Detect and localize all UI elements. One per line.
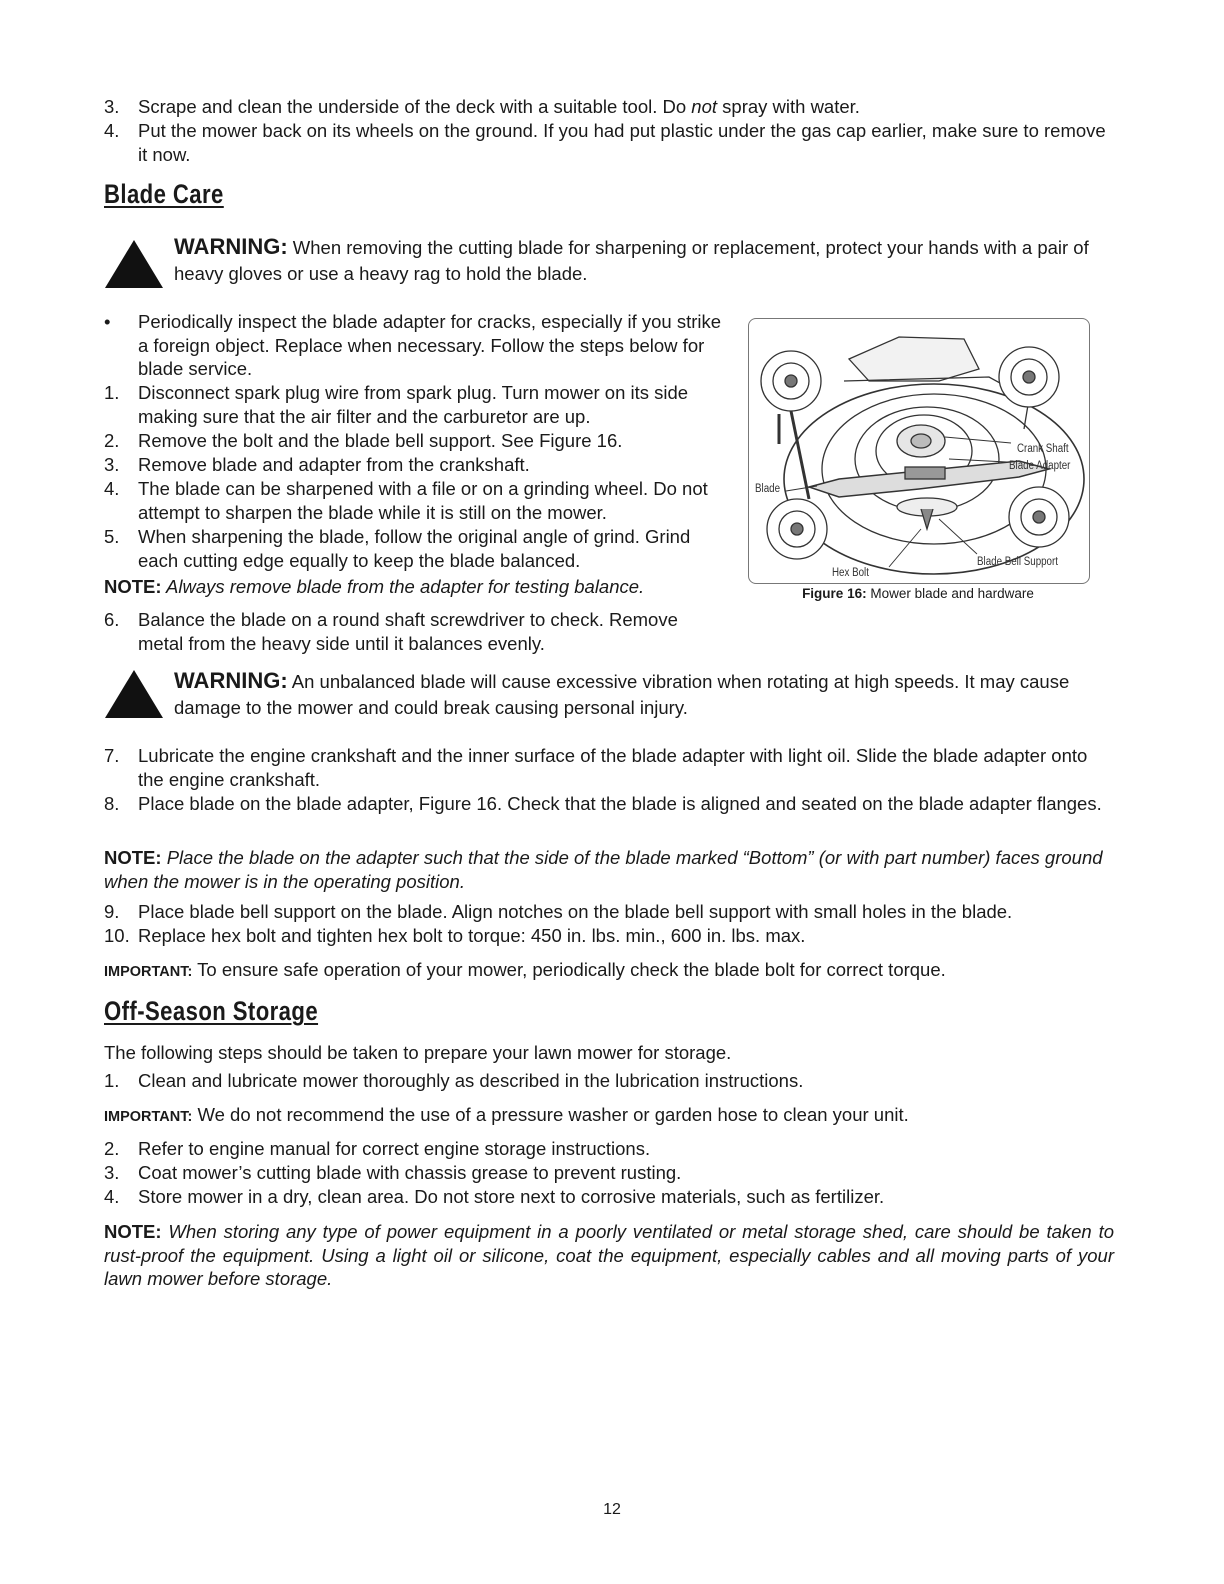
step-text: Scrape and clean the underside of the deck with a suitable tool. Do not spray with water.: [138, 96, 860, 117]
label-blade-adapter: Blade Adapter: [1009, 460, 1071, 472]
label-blade: Blade: [755, 483, 781, 495]
step-text: Coat mower’s cutting blade with chassis grease to prevent rusting.: [138, 1162, 682, 1183]
step-number: 3.: [104, 454, 120, 475]
step-text: Place blade bell support on the blade. Align notches on the blade bell support with small holes in the blade.: [138, 901, 1013, 922]
step-number: 2.: [104, 1138, 120, 1159]
step-number: 1.: [104, 382, 120, 403]
label-hex-bolt: Hex Bolt: [832, 567, 869, 579]
step-number: 6.: [104, 609, 120, 630]
bullet-text: Periodically inspect the blade adapter for cracks, especially if you strike a foreign object. Replace when necessary. Follow the steps below for blade service.: [138, 311, 722, 379]
step-text: Replace hex bolt and tighten hex bolt to torque: 450 in. lbs. min., 600 in. lbs. max.: [138, 925, 806, 946]
step-number: 1.: [104, 1070, 120, 1091]
figure-16-caption: Figure 16: Mower blade and hardware: [802, 586, 1034, 601]
step-number: 3.: [104, 96, 120, 117]
step-number: 4.: [104, 1186, 120, 1207]
step-number: 4.: [104, 478, 120, 499]
note-2: NOTE: Place the blade on the adapter such that the side of the blade marked “Bottom” (or with part number) faces ground when the mower is in the operating position.: [104, 847, 1103, 892]
important-2: IMPORTANT: We do not recommend the use of a pressure washer or garden hose to clean your unit.: [104, 1104, 909, 1125]
step-text: Remove the bolt and the blade bell support. See Figure 16.: [138, 430, 623, 451]
note-3: NOTE: When storing any type of power equipment in a poorly ventilated or metal storage shed, care should be taken to rust-proof the equipment. Using a light oil or silicone, coat the equipment, especially cables and all moving parts of your lawn mower before storage.: [104, 1221, 1114, 1289]
step-text: Store mower in a dry, clean area. Do not store next to corrosive materials, such as fertilizer.: [138, 1186, 885, 1207]
step-text: When sharpening the blade, follow the original angle of grind. Grind each cutting edge equally to keep the blade balanced.: [138, 526, 691, 571]
step-number: 7.: [104, 745, 120, 766]
step-text: Balance the blade on a round shaft screwdriver to check. Remove metal from the heavy side until it balances evenly.: [138, 609, 678, 654]
warning-text-1: WARNING: When removing the cutting blade for sharpening or replacement, protect your hands with a pair of heavy gloves or use a heavy rag to hold the blade.: [174, 234, 1089, 284]
step-text: Place blade on the blade adapter, Figure 16. Check that the blade is aligned and seated on the blade adapter flanges.: [138, 793, 1102, 814]
step-text: Remove blade and adapter from the crankshaft.: [138, 454, 530, 475]
step-number: 5.: [104, 526, 120, 547]
warning-text-2: WARNING: An unbalanced blade will cause excessive vibration when rotating at high speeds. It may cause damage to the mower and could break causing personal injury.: [174, 668, 1070, 718]
warning-triangle-icon: [103, 668, 165, 720]
note-1: NOTE: Always remove blade from the adapter for testing balance.: [104, 576, 645, 597]
step-number: 3.: [104, 1162, 120, 1183]
step-text: Refer to engine manual for correct engine storage instructions.: [138, 1138, 651, 1159]
label-blade-bell-support: Blade Bell Support: [977, 556, 1058, 568]
step-text: The blade can be sharpened with a file or on a grinding wheel. Do not attempt to sharpen the blade while it is still on the mower.: [138, 478, 708, 523]
step-number: 2.: [104, 430, 120, 451]
section-heading-off-season-storage: Off-Season Storage: [104, 996, 319, 1026]
storage-intro: The following steps should be taken to prepare your lawn mower for storage.: [104, 1042, 732, 1063]
page-number: 12: [603, 1501, 621, 1518]
step-text: Clean and lubricate mower thoroughly as described in the lubrication instructions.: [138, 1070, 804, 1091]
step-text: Disconnect spark plug wire from spark plug. Turn mower on its side making sure that the air filter and the carburetor are up.: [138, 382, 689, 427]
step-text: Put the mower back on its wheels on the ground. If you had put plastic under the gas cap earlier, make sure to remove it now.: [138, 120, 1106, 165]
section-heading-blade-care: Blade Care: [104, 179, 224, 209]
label-crank-shaft: Crank Shaft: [1017, 443, 1069, 455]
step-text: Lubricate the engine crankshaft and the inner surface of the blade adapter with light oil. Slide the blade adapter onto the engine crankshaft.: [138, 745, 1088, 790]
step-number: 10.: [104, 925, 130, 946]
warning-triangle-icon: [103, 238, 165, 290]
figure-16-frame: [748, 318, 1090, 584]
step-number: 8.: [104, 793, 120, 814]
important-1: IMPORTANT: To ensure safe operation of your mower, periodically check the blade bolt for correct torque.: [104, 959, 946, 980]
step-number: 4.: [104, 120, 120, 141]
step-number: 9.: [104, 901, 120, 922]
bullet-mark: •: [104, 311, 111, 332]
